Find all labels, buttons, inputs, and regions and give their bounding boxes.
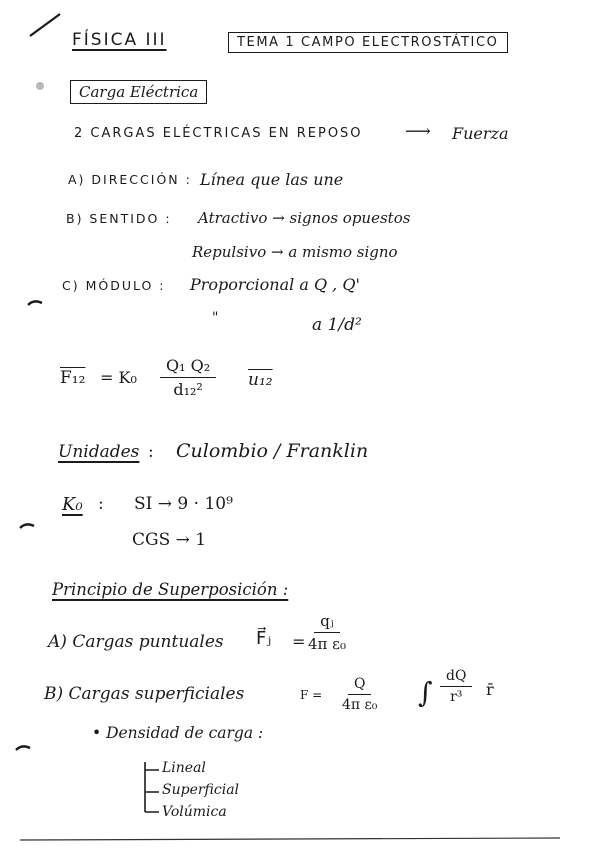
units-colon: : — [148, 442, 154, 462]
binder-mark-2 — [20, 524, 34, 528]
sense-attractive: Atractivo → signos opuestos — [198, 209, 411, 227]
density-item-volume: Volúmica — [162, 804, 227, 820]
binder-hole-mark — [36, 82, 44, 90]
surface-force-lhs: F = — [300, 688, 323, 702]
binder-mark-1 — [28, 301, 42, 305]
units-text: Culombio / Franklin — [176, 440, 369, 462]
density-title: • Densidad de carga : — [92, 724, 264, 742]
force-eq: = K₀ — [100, 368, 137, 387]
module-text-2: a 1/d² — [312, 315, 362, 335]
k0-si: SI → 9 · 10⁹ — [134, 494, 233, 514]
sense-label: B) SENTIDO : — [66, 211, 172, 226]
density-tree-lines — [145, 762, 159, 812]
k0-label: K₀ — [62, 494, 83, 515]
force-denominator: d₁₂² — [173, 380, 203, 399]
units-label: Unidades — [58, 442, 140, 462]
ditto-mark: " — [212, 310, 219, 326]
integrand-denominator: r³ — [450, 689, 463, 705]
force-fraction — [160, 356, 216, 399]
point-numerator: qⱼ — [314, 612, 340, 633]
page-bottom-line — [20, 838, 560, 840]
module-label: C) MÓDULO : — [62, 278, 166, 293]
integrand-numerator: dQ — [440, 668, 472, 687]
subject-title: FÍSICA III — [72, 30, 167, 50]
k0-colon: : — [98, 494, 104, 514]
direction-text: Línea que las une — [200, 170, 344, 189]
point-force-eq: = — [292, 632, 306, 651]
density-item-surface: Superficial — [162, 782, 240, 798]
k0-cgs: CGS → 1 — [132, 530, 207, 550]
superposition-title: Principio de Superposición : — [52, 580, 289, 599]
module-text: Proporcional a Q , Q' — [190, 275, 360, 294]
intro-arrow: ⟶ — [405, 121, 431, 142]
surface-charges-label: B) Cargas superficiales — [44, 684, 245, 704]
force-lhs: F₁₂ — [60, 368, 86, 388]
pen-stroke-mark — [30, 14, 60, 36]
topic-title: TEMA 1 CAMPO ELECTROSTÁTICO — [228, 32, 508, 53]
intro-left: 2 CARGAS ELÉCTRICAS EN REPOSO — [74, 126, 363, 141]
point-denominator: 4π ε₀ — [308, 635, 346, 653]
density-item-linear: Lineal — [162, 760, 206, 776]
integral-sign: ∫ — [418, 676, 433, 709]
intro-right: Fuerza — [452, 124, 509, 143]
unit-vector: u₁₂ — [248, 370, 273, 390]
surface-denominator: 4π ε₀ — [342, 697, 378, 713]
binder-mark-3 — [16, 746, 30, 750]
point-charges-label: A) Cargas puntuales — [48, 632, 224, 652]
surface-integrand-fraction — [440, 668, 472, 705]
point-force-fraction — [308, 612, 346, 653]
surface-numerator: Q — [348, 676, 371, 695]
surface-force-fraction — [342, 676, 377, 713]
force-numerator: Q₁ Q₂ — [160, 356, 216, 378]
direction-label: A) DIRECCIÓN : — [68, 172, 192, 187]
section-charge-title: Carga Eléctrica — [70, 80, 207, 104]
sense-repulsive: Repulsivo → a mismo signo — [192, 243, 398, 261]
point-force-lhs: F⃗ⱼ — [256, 628, 272, 649]
position-vector: r̄ — [486, 680, 494, 699]
